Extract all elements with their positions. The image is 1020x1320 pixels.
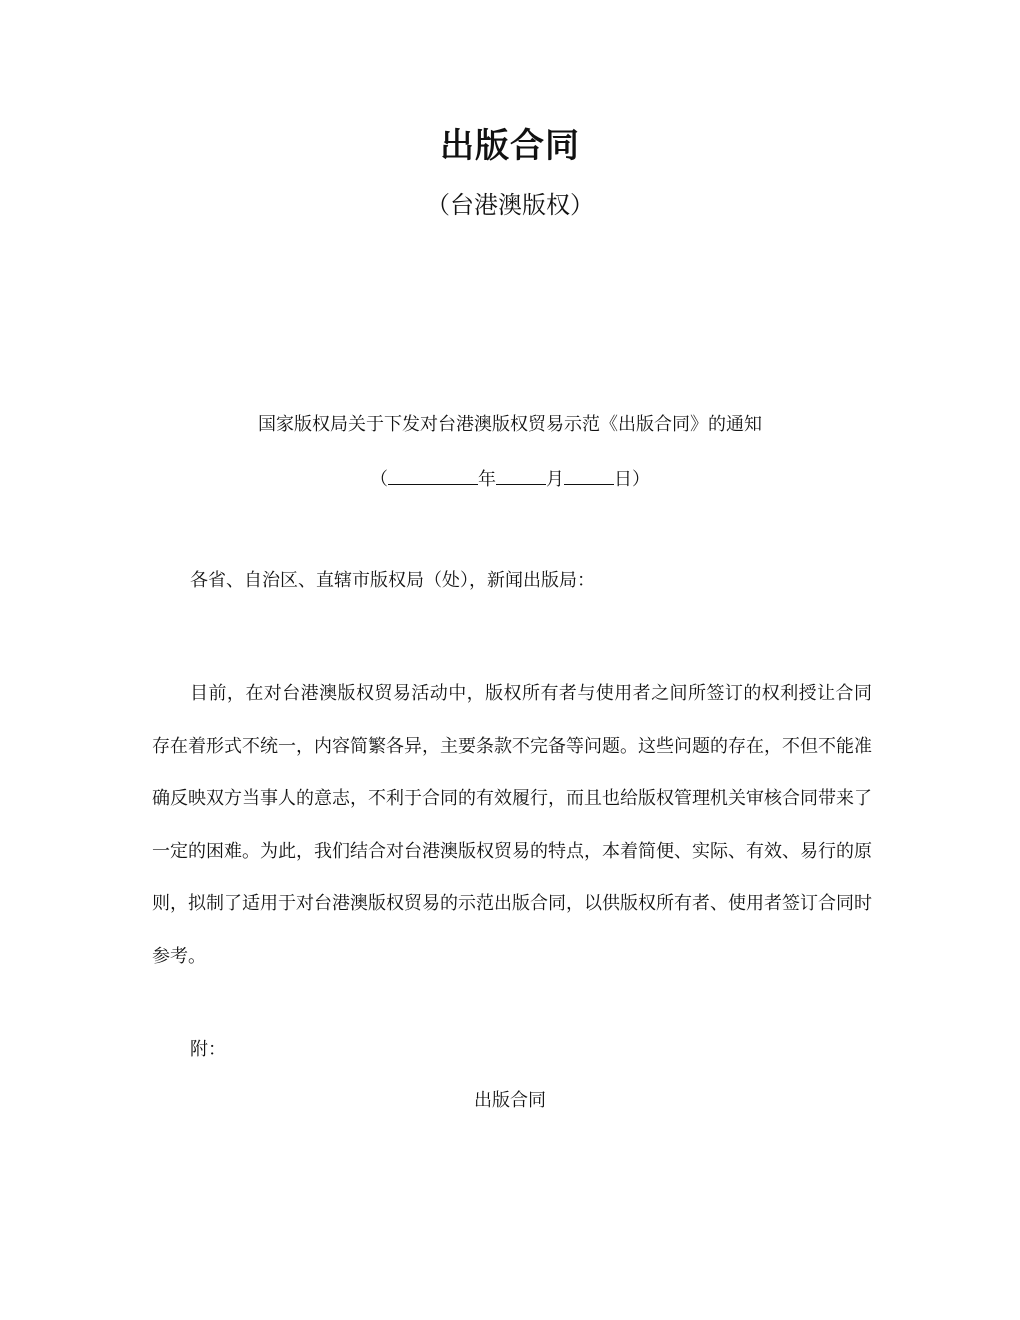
date-open-paren: （ <box>370 469 388 490</box>
day-blank <box>564 464 614 485</box>
notice-title: 国家版权局关于下发对台港澳版权贸易示范《出版合同》的通知 <box>258 414 762 435</box>
year-label: 年 <box>478 469 496 490</box>
document-title: 出版合同 <box>440 126 580 166</box>
year-blank <box>388 464 478 485</box>
appendix-item: 出版合同 <box>474 1090 546 1111</box>
body-paragraph: 目前，在对台港澳版权贸易活动中，版权所有者与使用者之间所签订的权利授让合同存在着形式不统一，内容简繁各异，主要条款不完备等问题。这些问题的存在，不但不能准确反映双方当事人的意志，不利于合同的有效履行，而且也给版权管理机关审核合同带来了一定的困难。为此，我们结合对台港澳版权贸易的特点，本着简便、实际、有效、易行的原则，拟制了适用于对台港澳版权贸易的示范出版合同，以供版权所有者、使用者签订合同时参考。 <box>152 683 872 967</box>
day-label: 日） <box>614 469 650 490</box>
month-blank <box>496 464 546 485</box>
salutation: 各省、自治区、直辖市版权局（处），新闻出版局： <box>190 570 595 591</box>
appendix-label: 附： <box>190 1039 226 1060</box>
document-subtitle: （台港澳版权） <box>426 191 594 219</box>
month-label: 月 <box>546 469 564 490</box>
date-line <box>0 464 1020 494</box>
